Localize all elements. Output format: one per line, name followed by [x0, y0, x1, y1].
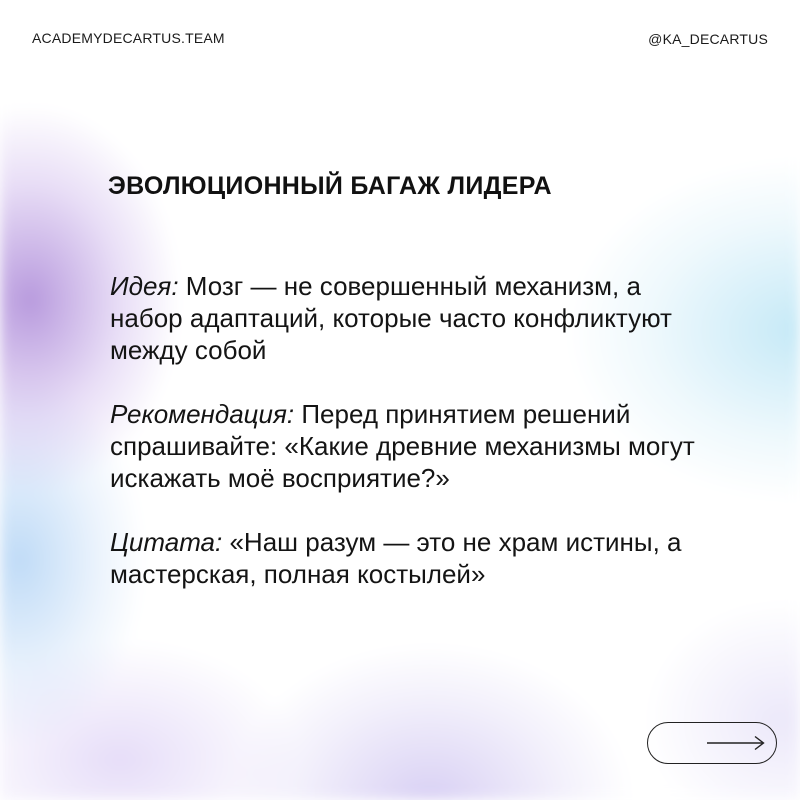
- quote-text: «Наш разум — это не храм истины, а мастерская, полная костылей»: [110, 527, 682, 589]
- content-body: [110, 270, 710, 622]
- arrow-right-icon: [706, 735, 766, 751]
- site-name: ACADEMYDECARTUS.TEAM: [32, 30, 225, 46]
- recommendation-label: Рекомендация:: [110, 399, 295, 429]
- recommendation-paragraph: [110, 398, 710, 494]
- idea-paragraph: [110, 270, 710, 366]
- idea-label: Идея:: [110, 271, 179, 301]
- idea-text: Мозг — не совершенный механизм, а набор адаптаций, которые часто конфликтуют между собой: [110, 271, 672, 365]
- quote-paragraph: [110, 526, 710, 590]
- recommendation-text: Перед принятием решений спрашивайте: «Какие древние механизмы могут искажать моё восприятие?»: [110, 399, 695, 493]
- next-button[interactable]: [647, 722, 777, 764]
- social-handle: @KA_DECARTUS: [648, 31, 768, 47]
- quote-label: Цитата:: [110, 527, 223, 557]
- page-title: ЭВОЛЮЦИОННЫЙ БАГАЖ ЛИДЕРА: [108, 172, 552, 200]
